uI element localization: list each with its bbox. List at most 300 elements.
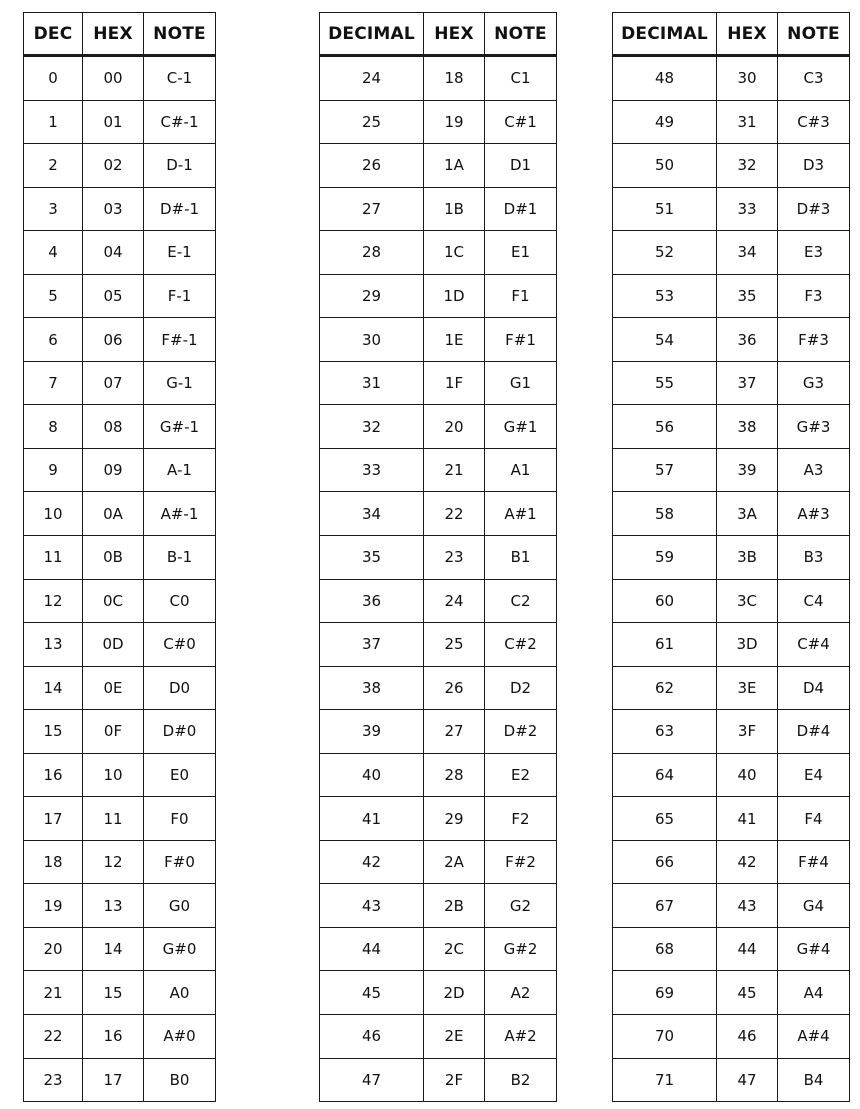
table-row bbox=[320, 405, 557, 449]
hex-column-header: HEX bbox=[83, 13, 144, 56]
decimal-cell: 25 bbox=[320, 100, 424, 144]
hex-cell: 26 bbox=[424, 666, 485, 710]
hex-cell: 15 bbox=[83, 971, 144, 1015]
decimal-cell: 48 bbox=[613, 56, 717, 101]
table-row bbox=[320, 840, 557, 884]
table-row bbox=[24, 56, 216, 101]
hex-cell: 02 bbox=[83, 144, 144, 188]
decimal-column-header: DEC bbox=[24, 13, 83, 56]
note-cell: C4 bbox=[778, 579, 850, 623]
decimal-cell: 28 bbox=[320, 231, 424, 275]
header-row bbox=[24, 13, 216, 56]
decimal-cell: 61 bbox=[613, 623, 717, 667]
decimal-cell: 65 bbox=[613, 797, 717, 841]
decimal-cell: 8 bbox=[24, 405, 83, 449]
table-row bbox=[613, 56, 850, 101]
hex-cell: 03 bbox=[83, 187, 144, 231]
note-cell: C3 bbox=[778, 56, 850, 101]
decimal-cell: 58 bbox=[613, 492, 717, 536]
hex-cell: 37 bbox=[717, 361, 778, 405]
table-row bbox=[320, 318, 557, 362]
decimal-cell: 27 bbox=[320, 187, 424, 231]
hex-cell: 1D bbox=[424, 274, 485, 318]
decimal-cell: 50 bbox=[613, 144, 717, 188]
note-cell: G0 bbox=[144, 884, 216, 928]
table-row bbox=[613, 361, 850, 405]
decimal-cell: 37 bbox=[320, 623, 424, 667]
note-cell: F-1 bbox=[144, 274, 216, 318]
hex-cell: 2F bbox=[424, 1058, 485, 1102]
table-body bbox=[613, 56, 850, 1102]
note-cell: E2 bbox=[485, 753, 557, 797]
hex-cell: 1A bbox=[424, 144, 485, 188]
table-row bbox=[24, 318, 216, 362]
note-cell: G#4 bbox=[778, 927, 850, 971]
note-cell: C#0 bbox=[144, 623, 216, 667]
note-cell: C#1 bbox=[485, 100, 557, 144]
table-row bbox=[320, 884, 557, 928]
hex-cell: 0A bbox=[83, 492, 144, 536]
note-table-2 bbox=[319, 12, 557, 1102]
note-cell: F3 bbox=[778, 274, 850, 318]
decimal-cell: 35 bbox=[320, 536, 424, 580]
table-row bbox=[24, 492, 216, 536]
note-cell: G#1 bbox=[485, 405, 557, 449]
hex-cell: 29 bbox=[424, 797, 485, 841]
note-cell: D1 bbox=[485, 144, 557, 188]
decimal-cell: 68 bbox=[613, 927, 717, 971]
decimal-cell: 18 bbox=[24, 840, 83, 884]
table-row bbox=[320, 100, 557, 144]
hex-cell: 01 bbox=[83, 100, 144, 144]
note-cell: A4 bbox=[778, 971, 850, 1015]
table-row bbox=[24, 1058, 216, 1102]
hex-cell: 31 bbox=[717, 100, 778, 144]
table-row bbox=[320, 1058, 557, 1102]
hex-cell: 0C bbox=[83, 579, 144, 623]
note-cell: C#3 bbox=[778, 100, 850, 144]
note-cell: A#1 bbox=[485, 492, 557, 536]
decimal-cell: 69 bbox=[613, 971, 717, 1015]
table-row bbox=[24, 666, 216, 710]
hex-cell: 25 bbox=[424, 623, 485, 667]
table-row bbox=[613, 666, 850, 710]
decimal-cell: 64 bbox=[613, 753, 717, 797]
table-row bbox=[24, 448, 216, 492]
table-row bbox=[24, 710, 216, 754]
decimal-cell: 6 bbox=[24, 318, 83, 362]
table-row bbox=[24, 623, 216, 667]
note-cell: D0 bbox=[144, 666, 216, 710]
table-row bbox=[320, 797, 557, 841]
hex-cell: 21 bbox=[424, 448, 485, 492]
table-row bbox=[320, 536, 557, 580]
table-row bbox=[613, 971, 850, 1015]
decimal-cell: 16 bbox=[24, 753, 83, 797]
table-row bbox=[320, 971, 557, 1015]
decimal-cell: 11 bbox=[24, 536, 83, 580]
decimal-cell: 71 bbox=[613, 1058, 717, 1102]
table-row bbox=[613, 884, 850, 928]
table-row bbox=[320, 666, 557, 710]
table-row bbox=[24, 927, 216, 971]
hex-cell: 46 bbox=[717, 1015, 778, 1059]
hex-cell: 12 bbox=[83, 840, 144, 884]
decimal-cell: 59 bbox=[613, 536, 717, 580]
decimal-cell: 51 bbox=[613, 187, 717, 231]
hex-cell: 07 bbox=[83, 361, 144, 405]
table-row bbox=[24, 100, 216, 144]
table-row bbox=[320, 927, 557, 971]
table-row bbox=[320, 361, 557, 405]
note-cell: C#-1 bbox=[144, 100, 216, 144]
header-row bbox=[320, 13, 557, 56]
hex-cell: 0D bbox=[83, 623, 144, 667]
table-row bbox=[24, 884, 216, 928]
hex-cell: 42 bbox=[717, 840, 778, 884]
note-cell: B3 bbox=[778, 536, 850, 580]
table-row bbox=[613, 536, 850, 580]
decimal-cell: 41 bbox=[320, 797, 424, 841]
table-row bbox=[613, 1015, 850, 1059]
note-cell: G3 bbox=[778, 361, 850, 405]
table-row bbox=[24, 1015, 216, 1059]
decimal-cell: 29 bbox=[320, 274, 424, 318]
table-row bbox=[24, 361, 216, 405]
table-row bbox=[613, 100, 850, 144]
decimal-cell: 4 bbox=[24, 231, 83, 275]
note-cell: G#2 bbox=[485, 927, 557, 971]
table-row bbox=[613, 710, 850, 754]
note-cell: A2 bbox=[485, 971, 557, 1015]
hex-cell: 11 bbox=[83, 797, 144, 841]
note-cell: E-1 bbox=[144, 231, 216, 275]
decimal-cell: 42 bbox=[320, 840, 424, 884]
hex-cell: 06 bbox=[83, 318, 144, 362]
note-cell: D#-1 bbox=[144, 187, 216, 231]
hex-cell: 09 bbox=[83, 448, 144, 492]
table-row bbox=[24, 187, 216, 231]
note-cell: A-1 bbox=[144, 448, 216, 492]
note-cell: A#0 bbox=[144, 1015, 216, 1059]
hex-cell: 08 bbox=[83, 405, 144, 449]
note-cell: A#4 bbox=[778, 1015, 850, 1059]
hex-cell: 18 bbox=[424, 56, 485, 101]
note-cell: G#3 bbox=[778, 405, 850, 449]
hex-cell: 05 bbox=[83, 274, 144, 318]
table-row bbox=[613, 274, 850, 318]
note-cell: A1 bbox=[485, 448, 557, 492]
table-row bbox=[613, 1058, 850, 1102]
hex-cell: 2C bbox=[424, 927, 485, 971]
hex-cell: 10 bbox=[83, 753, 144, 797]
decimal-cell: 62 bbox=[613, 666, 717, 710]
table-row bbox=[613, 144, 850, 188]
table-row bbox=[24, 536, 216, 580]
hex-cell: 2A bbox=[424, 840, 485, 884]
note-cell: C0 bbox=[144, 579, 216, 623]
hex-cell: 19 bbox=[424, 100, 485, 144]
decimal-cell: 15 bbox=[24, 710, 83, 754]
decimal-cell: 32 bbox=[320, 405, 424, 449]
note-cell: F#-1 bbox=[144, 318, 216, 362]
hex-cell: 20 bbox=[424, 405, 485, 449]
decimal-cell: 3 bbox=[24, 187, 83, 231]
hex-cell: 3C bbox=[717, 579, 778, 623]
decimal-cell: 17 bbox=[24, 797, 83, 841]
table-row bbox=[613, 187, 850, 231]
table-row bbox=[24, 231, 216, 275]
decimal-cell: 47 bbox=[320, 1058, 424, 1102]
hex-cell: 1E bbox=[424, 318, 485, 362]
decimal-cell: 19 bbox=[24, 884, 83, 928]
hex-cell: 47 bbox=[717, 1058, 778, 1102]
note-cell: D#3 bbox=[778, 187, 850, 231]
decimal-cell: 9 bbox=[24, 448, 83, 492]
note-cell: G1 bbox=[485, 361, 557, 405]
note-cell: C#4 bbox=[778, 623, 850, 667]
decimal-cell: 1 bbox=[24, 100, 83, 144]
note-cell: B-1 bbox=[144, 536, 216, 580]
hex-column-header: HEX bbox=[717, 13, 778, 56]
table-row bbox=[613, 797, 850, 841]
hex-cell: 00 bbox=[83, 56, 144, 101]
decimal-cell: 52 bbox=[613, 231, 717, 275]
table-row bbox=[613, 492, 850, 536]
hex-cell: 3F bbox=[717, 710, 778, 754]
table-row bbox=[613, 448, 850, 492]
table-row bbox=[320, 448, 557, 492]
decimal-cell: 57 bbox=[613, 448, 717, 492]
decimal-cell: 60 bbox=[613, 579, 717, 623]
table-row bbox=[24, 840, 216, 884]
table-row bbox=[24, 753, 216, 797]
decimal-cell: 46 bbox=[320, 1015, 424, 1059]
decimal-column-header: DECIMAL bbox=[613, 13, 717, 56]
table-body bbox=[24, 56, 216, 1102]
decimal-cell: 34 bbox=[320, 492, 424, 536]
note-cell: F#3 bbox=[778, 318, 850, 362]
table-row bbox=[320, 623, 557, 667]
note-column-header: NOTE bbox=[778, 13, 850, 56]
note-cell: F1 bbox=[485, 274, 557, 318]
table-row bbox=[613, 579, 850, 623]
table-row bbox=[320, 710, 557, 754]
hex-cell: 39 bbox=[717, 448, 778, 492]
table-row bbox=[320, 144, 557, 188]
table-row bbox=[320, 579, 557, 623]
note-cell: F0 bbox=[144, 797, 216, 841]
hex-cell: 13 bbox=[83, 884, 144, 928]
decimal-cell: 5 bbox=[24, 274, 83, 318]
decimal-cell: 44 bbox=[320, 927, 424, 971]
table-row bbox=[320, 753, 557, 797]
hex-cell: 04 bbox=[83, 231, 144, 275]
note-cell: C-1 bbox=[144, 56, 216, 101]
decimal-cell: 7 bbox=[24, 361, 83, 405]
note-cell: A#3 bbox=[778, 492, 850, 536]
note-cell: B2 bbox=[485, 1058, 557, 1102]
hex-cell: 3E bbox=[717, 666, 778, 710]
note-cell: F4 bbox=[778, 797, 850, 841]
hex-cell: 0B bbox=[83, 536, 144, 580]
table-row bbox=[24, 144, 216, 188]
note-column-header: NOTE bbox=[485, 13, 557, 56]
note-cell: G2 bbox=[485, 884, 557, 928]
hex-cell: 1C bbox=[424, 231, 485, 275]
table-header bbox=[613, 13, 850, 56]
decimal-cell: 40 bbox=[320, 753, 424, 797]
hex-cell: 28 bbox=[424, 753, 485, 797]
note-cell: D#0 bbox=[144, 710, 216, 754]
hex-cell: 24 bbox=[424, 579, 485, 623]
table-row bbox=[613, 318, 850, 362]
decimal-cell: 2 bbox=[24, 144, 83, 188]
note-cell: B0 bbox=[144, 1058, 216, 1102]
decimal-cell: 67 bbox=[613, 884, 717, 928]
decimal-cell: 24 bbox=[320, 56, 424, 101]
note-cell: C#2 bbox=[485, 623, 557, 667]
note-table-3 bbox=[612, 12, 850, 1102]
note-cell: D#2 bbox=[485, 710, 557, 754]
note-cell: D#1 bbox=[485, 187, 557, 231]
hex-cell: 38 bbox=[717, 405, 778, 449]
hex-cell: 36 bbox=[717, 318, 778, 362]
hex-cell: 3D bbox=[717, 623, 778, 667]
hex-cell: 44 bbox=[717, 927, 778, 971]
table-row bbox=[320, 187, 557, 231]
note-cell: G-1 bbox=[144, 361, 216, 405]
hex-cell: 43 bbox=[717, 884, 778, 928]
decimal-cell: 30 bbox=[320, 318, 424, 362]
hex-cell: 3A bbox=[717, 492, 778, 536]
decimal-cell: 0 bbox=[24, 56, 83, 101]
note-cell: B4 bbox=[778, 1058, 850, 1102]
decimal-cell: 22 bbox=[24, 1015, 83, 1059]
table-row bbox=[613, 927, 850, 971]
decimal-cell: 70 bbox=[613, 1015, 717, 1059]
hex-cell: 32 bbox=[717, 144, 778, 188]
hex-cell: 23 bbox=[424, 536, 485, 580]
decimal-cell: 13 bbox=[24, 623, 83, 667]
hex-cell: 40 bbox=[717, 753, 778, 797]
note-cell: D4 bbox=[778, 666, 850, 710]
note-cell: D3 bbox=[778, 144, 850, 188]
table-row bbox=[24, 971, 216, 1015]
decimal-cell: 53 bbox=[613, 274, 717, 318]
hex-cell: 30 bbox=[717, 56, 778, 101]
note-cell: A#2 bbox=[485, 1015, 557, 1059]
decimal-cell: 20 bbox=[24, 927, 83, 971]
hex-cell: 0E bbox=[83, 666, 144, 710]
note-cell: G#0 bbox=[144, 927, 216, 971]
hex-cell: 0F bbox=[83, 710, 144, 754]
hex-cell: 3B bbox=[717, 536, 778, 580]
hex-cell: 17 bbox=[83, 1058, 144, 1102]
decimal-column-header: DECIMAL bbox=[320, 13, 424, 56]
note-cell: F#0 bbox=[144, 840, 216, 884]
hex-cell: 16 bbox=[83, 1015, 144, 1059]
hex-cell: 1B bbox=[424, 187, 485, 231]
table-row bbox=[24, 274, 216, 318]
decimal-cell: 43 bbox=[320, 884, 424, 928]
note-cell: F2 bbox=[485, 797, 557, 841]
hex-cell: 22 bbox=[424, 492, 485, 536]
note-cell: C1 bbox=[485, 56, 557, 101]
decimal-cell: 49 bbox=[613, 100, 717, 144]
note-cell: E4 bbox=[778, 753, 850, 797]
decimal-cell: 23 bbox=[24, 1058, 83, 1102]
decimal-cell: 39 bbox=[320, 710, 424, 754]
decimal-cell: 45 bbox=[320, 971, 424, 1015]
note-cell: C2 bbox=[485, 579, 557, 623]
table-body bbox=[320, 56, 557, 1102]
decimal-cell: 56 bbox=[613, 405, 717, 449]
table-row bbox=[613, 405, 850, 449]
decimal-cell: 36 bbox=[320, 579, 424, 623]
note-cell: E3 bbox=[778, 231, 850, 275]
decimal-cell: 33 bbox=[320, 448, 424, 492]
hex-cell: 2E bbox=[424, 1015, 485, 1059]
note-table-1 bbox=[23, 12, 216, 1102]
table-row bbox=[320, 1015, 557, 1059]
decimal-cell: 31 bbox=[320, 361, 424, 405]
decimal-cell: 63 bbox=[613, 710, 717, 754]
table-row bbox=[24, 405, 216, 449]
note-cell: G#-1 bbox=[144, 405, 216, 449]
hex-cell: 35 bbox=[717, 274, 778, 318]
note-cell: D#4 bbox=[778, 710, 850, 754]
decimal-cell: 38 bbox=[320, 666, 424, 710]
note-cell: E0 bbox=[144, 753, 216, 797]
decimal-cell: 55 bbox=[613, 361, 717, 405]
hex-cell: 45 bbox=[717, 971, 778, 1015]
hex-cell: 33 bbox=[717, 187, 778, 231]
decimal-cell: 10 bbox=[24, 492, 83, 536]
hex-cell: 1F bbox=[424, 361, 485, 405]
note-cell: F#2 bbox=[485, 840, 557, 884]
table-row bbox=[613, 623, 850, 667]
note-cell: D2 bbox=[485, 666, 557, 710]
table-row bbox=[613, 753, 850, 797]
table-header bbox=[24, 13, 216, 56]
note-cell: D-1 bbox=[144, 144, 216, 188]
hex-cell: 27 bbox=[424, 710, 485, 754]
hex-cell: 14 bbox=[83, 927, 144, 971]
table-row bbox=[320, 56, 557, 101]
note-cell: A#-1 bbox=[144, 492, 216, 536]
note-cell: E1 bbox=[485, 231, 557, 275]
decimal-cell: 14 bbox=[24, 666, 83, 710]
table-header bbox=[320, 13, 557, 56]
decimal-cell: 54 bbox=[613, 318, 717, 362]
note-column-header: NOTE bbox=[144, 13, 216, 56]
table-row bbox=[320, 231, 557, 275]
decimal-cell: 12 bbox=[24, 579, 83, 623]
hex-cell: 34 bbox=[717, 231, 778, 275]
hex-column-header: HEX bbox=[424, 13, 485, 56]
note-cell: A0 bbox=[144, 971, 216, 1015]
hex-cell: 41 bbox=[717, 797, 778, 841]
table-row bbox=[613, 840, 850, 884]
hex-cell: 2D bbox=[424, 971, 485, 1015]
note-cell: F#1 bbox=[485, 318, 557, 362]
table-row bbox=[24, 579, 216, 623]
decimal-cell: 21 bbox=[24, 971, 83, 1015]
hex-cell: 2B bbox=[424, 884, 485, 928]
decimal-cell: 66 bbox=[613, 840, 717, 884]
note-cell: G4 bbox=[778, 884, 850, 928]
